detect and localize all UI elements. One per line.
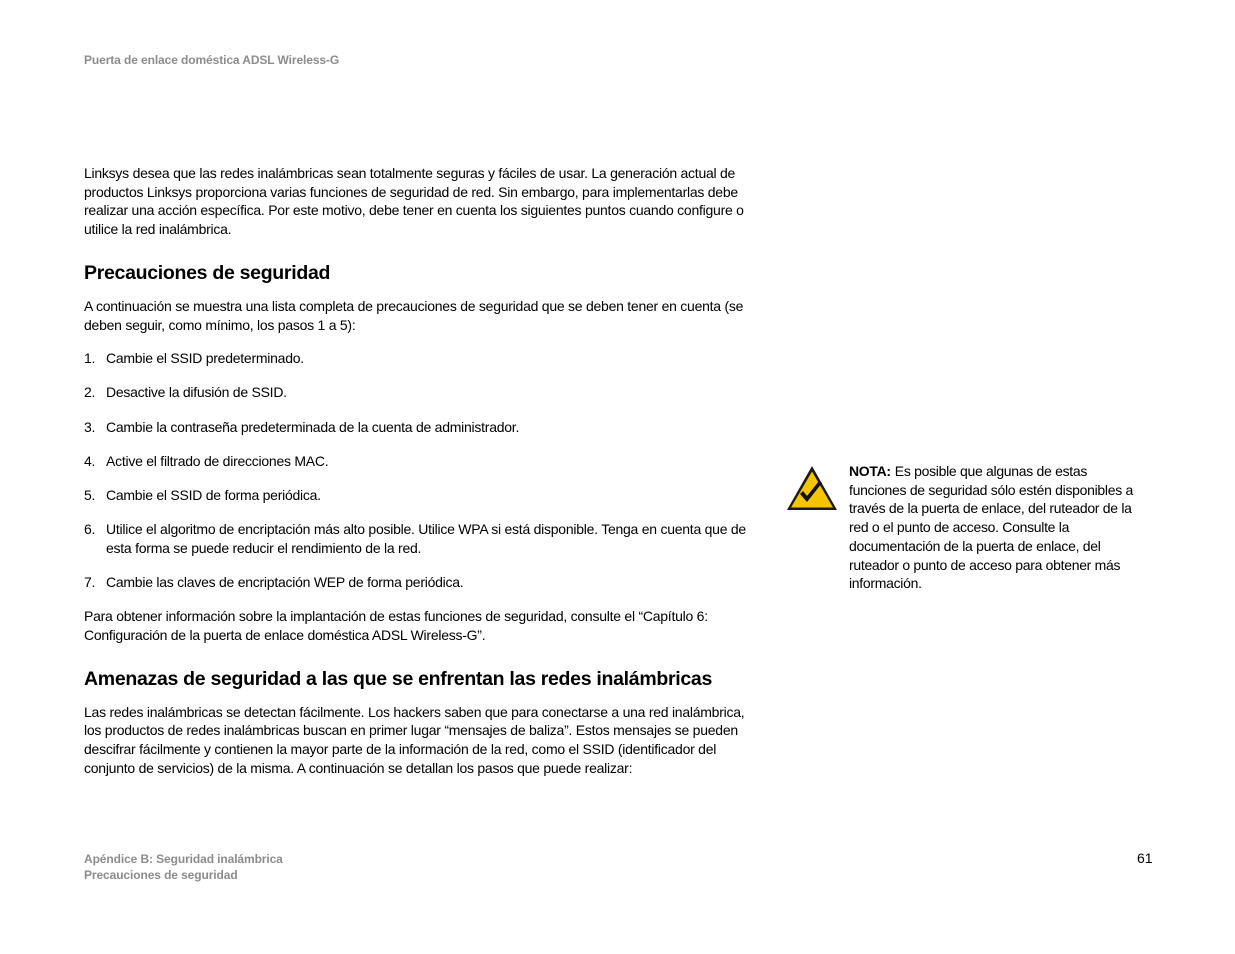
section-heading-threats: Amenazas de seguridad a las que se enfrentan las redes inalámbricas — [84, 667, 713, 690]
list-item — [84, 349, 752, 368]
list-text: Active el filtrado de direcciones MAC. — [106, 452, 329, 469]
note-label: NOTA: — [849, 463, 891, 479]
main-content — [84, 164, 752, 778]
list-number: 5. — [84, 487, 96, 504]
list-text: Cambie el SSID predeterminado. — [106, 350, 304, 367]
list-number: 6. — [84, 521, 96, 538]
section-heading-precautions: Precauciones de seguridad — [84, 261, 331, 284]
list-number: 4. — [84, 452, 96, 469]
list-item — [84, 520, 752, 557]
list-text: Desactive la difusión de SSID. — [106, 384, 287, 401]
list-item — [84, 452, 752, 471]
page-number: 61 — [1137, 850, 1153, 866]
note-body: Es posible que algunas de estas funciones de seguridad sólo estén disponibles a través de la puerta de enlace, del ruteador de la red o el punto de acceso. Consulte la documentación de la puerta de enlace, del ruteador o punto de acceso para obtener más información. — [849, 463, 1133, 592]
list-item — [84, 418, 752, 437]
list-number: 3. — [84, 418, 96, 435]
precautions-list — [84, 349, 752, 592]
running-header: Puerta de enlace doméstica ADSL Wireless-G — [84, 53, 340, 67]
list-text: Cambie las claves de encriptación WEP de forma periódica. — [106, 574, 464, 591]
footer-section: Precauciones de seguridad — [84, 868, 238, 882]
list-text: Cambie el SSID de forma periódica. — [106, 487, 321, 504]
list-item — [84, 486, 752, 505]
note-text — [849, 462, 1141, 593]
list-item — [84, 383, 752, 402]
footer — [84, 851, 283, 883]
list-text: Utilice el algoritmo de encriptación más alto posible. Utilice WPA si está disponible. Tenga en cuenta que de esta forma se puede reducir el rendimiento de la red. — [106, 521, 746, 556]
intro-paragraph: Linksys desea que las redes inalámbricas sean totalmente seguras y fáciles de usar. La generación actual de productos Linksys proporciona varias funciones de seguridad de red. Sin embargo, para implementarlas debe realizar una acción específica. Por este motivo, debe tener en cuenta los siguientes puntos cuando configure o utilice la red inalámbrica. — [84, 165, 744, 238]
implementation-reference: Para obtener información sobre la implantación de estas funciones de seguridad, consulte el “Capítulo 6: Configuración de la puerta de enlace doméstica ADSL Wireless-G”. — [84, 608, 708, 644]
threats-paragraph: Las redes inalámbricas se detectan fácilmente. Los hackers saben que para conectarse a una red inalámbrica, los productos de redes inalámbricas buscan en primer lugar “mensajes de baliza”. Estos mensajes se pueden descifrar fácilmente y contienen la mayor parte de la información de la red, como el SSID (identificador del conjunto de servicios) de la misma. A continuación se detallan los pasos que puede realizar: — [84, 703, 745, 776]
footer-chapter: Apéndice B: Seguridad inalámbrica — [84, 852, 283, 866]
checkmark-warning-icon — [785, 464, 839, 512]
list-item — [84, 573, 752, 592]
list-number: 1. — [84, 350, 96, 367]
list-number: 2. — [84, 384, 96, 401]
list-text: Cambie la contraseña predeterminada de la cuenta de administrador. — [106, 418, 520, 435]
list-number: 7. — [84, 574, 96, 591]
precautions-lead: A continuación se muestra una lista completa de precauciones de seguridad que se deben tener en cuenta (se deben seguir, como mínimo, los pasos 1 a 5): — [84, 297, 744, 333]
